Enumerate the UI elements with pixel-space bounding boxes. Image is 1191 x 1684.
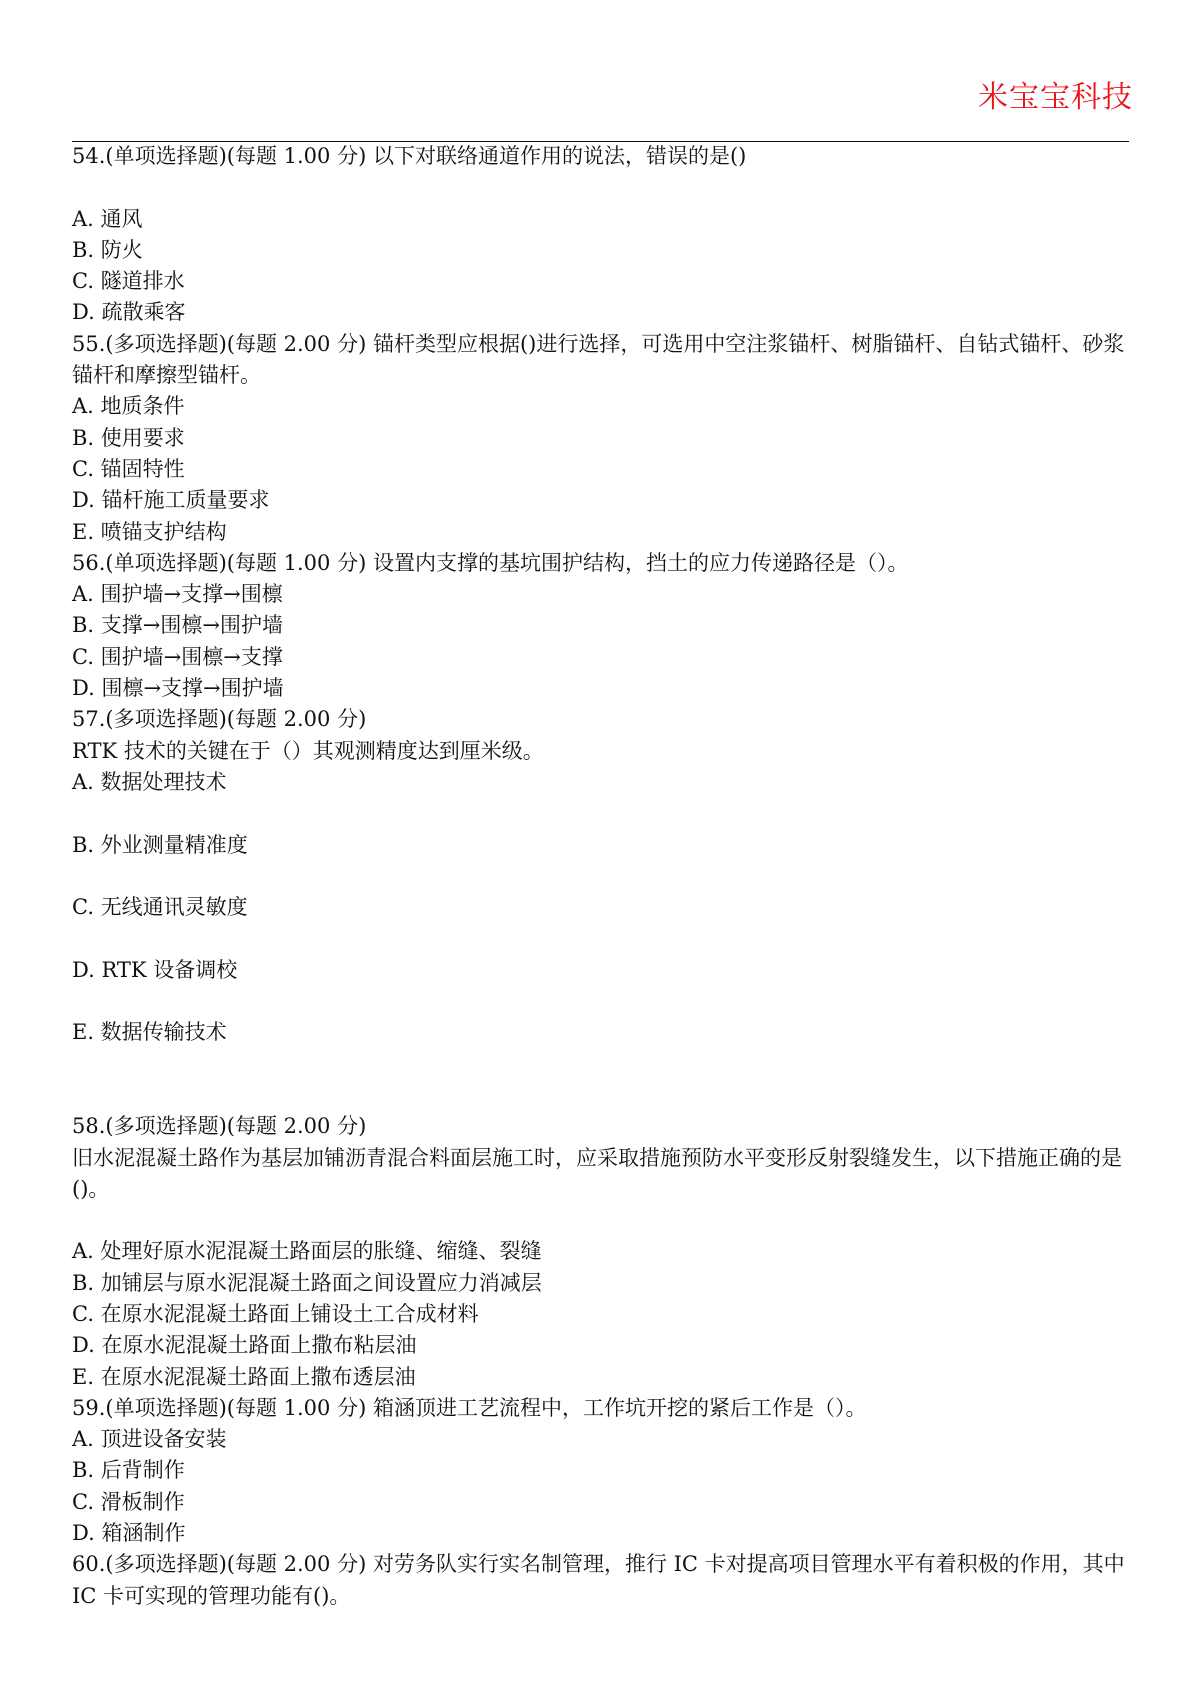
option-c[interactable]: C. 锚固特性: [72, 456, 185, 481]
option-e[interactable]: E. 在原水泥混凝土路面上撒布透层油: [72, 1364, 416, 1389]
option-a[interactable]: A. 数据处理技术: [72, 769, 227, 794]
option-a[interactable]: A. 处理好原水泥混凝土路面层的胀缝、缩缝、裂缝: [72, 1239, 542, 1264]
option-c[interactable]: C. 无线通讯灵敏度: [72, 895, 248, 920]
question-stem: 旧水泥混凝土路作为基层加铺沥青混合料面层施工时，应采取措施预防水平变形反射裂缝发生，以下措施正确的是()。: [72, 1145, 1122, 1201]
option-d[interactable]: D. 锚杆施工质量要求: [72, 488, 270, 513]
option-a[interactable]: A. 顶进设备安装: [72, 1427, 227, 1452]
option-d[interactable]: D. 在原水泥混凝土路面上撒布粘层油: [72, 1333, 417, 1358]
question-58: [72, 1111, 1132, 1393]
option-c[interactable]: C. 在原水泥混凝土路面上铺设土工合成材料: [72, 1301, 479, 1326]
option-c[interactable]: C. 围护墙→围檩→支撑: [72, 644, 283, 669]
question-55: [72, 329, 1132, 548]
question-56: [72, 548, 1132, 704]
option-a[interactable]: A. 围护墙→支撑→围檩: [72, 582, 283, 607]
option-a[interactable]: A. 地质条件: [72, 394, 185, 419]
question-57: [72, 704, 1132, 1111]
option-a[interactable]: A. 通风: [72, 206, 143, 231]
option-b[interactable]: B. 防火: [72, 237, 143, 262]
question-60: [72, 1549, 1132, 1612]
question-stem: 59.(单项选择题)(每题 1.00 分) 箱涵顶进工艺流程中，工作坑开挖的紧后工作是（）。: [72, 1395, 867, 1420]
question-54: [72, 141, 1132, 329]
option-b[interactable]: B. 加铺层与原水泥混凝土路面之间设置应力消减层: [72, 1270, 542, 1295]
option-c[interactable]: C. 滑板制作: [72, 1489, 185, 1514]
brand-logo-text: 米宝宝科技: [978, 80, 1133, 115]
option-c[interactable]: C. 隧道排水: [72, 269, 185, 294]
option-d[interactable]: D. 疏散乘客: [72, 300, 186, 325]
option-e[interactable]: E. 数据传输技术: [72, 1020, 227, 1045]
question-header: 57.(多项选择题)(每题 2.00 分): [72, 707, 367, 732]
option-b[interactable]: B. 外业测量精准度: [72, 832, 248, 857]
question-header: 58.(多项选择题)(每题 2.00 分): [72, 1114, 367, 1139]
question-stem: 60.(多项选择题)(每题 2.00 分) 对劳务队实行实名制管理，推行 IC 卡对提高项目管理水平有着积极的作用，其中 IC 卡可实现的管理功能有()。: [72, 1552, 1125, 1608]
question-stem: RTK 技术的关键在于（）其观测精度达到厘米级。: [72, 738, 544, 763]
question-stem: 56.(单项选择题)(每题 1.00 分) 设置内支撑的基坑围护结构，挡土的应力传递路径是（）。: [72, 550, 909, 575]
exam-content: [72, 141, 1132, 1612]
option-b[interactable]: B. 后背制作: [72, 1458, 185, 1483]
option-b[interactable]: B. 使用要求: [72, 425, 185, 450]
option-b[interactable]: B. 支撑→围檩→围护墙: [72, 613, 283, 638]
option-d[interactable]: D. 围檩→支撑→围护墙: [72, 676, 284, 701]
option-e[interactable]: E. 喷锚支护结构: [72, 519, 227, 544]
option-d[interactable]: D. RTK 设备调校: [72, 957, 238, 982]
question-stem: 55.(多项选择题)(每题 2.00 分) 锚杆类型应根据()进行选择，可选用中空注浆锚杆、树脂锚杆、自钻式锚杆、砂浆锚杆和摩擦型锚杆。: [72, 331, 1125, 388]
question-59: [72, 1393, 1132, 1549]
option-d[interactable]: D. 箱涵制作: [72, 1521, 186, 1546]
question-stem: 54.(单项选择题)(每题 1.00 分) 以下对联络通道作用的说法，错误的是(): [72, 144, 747, 168]
